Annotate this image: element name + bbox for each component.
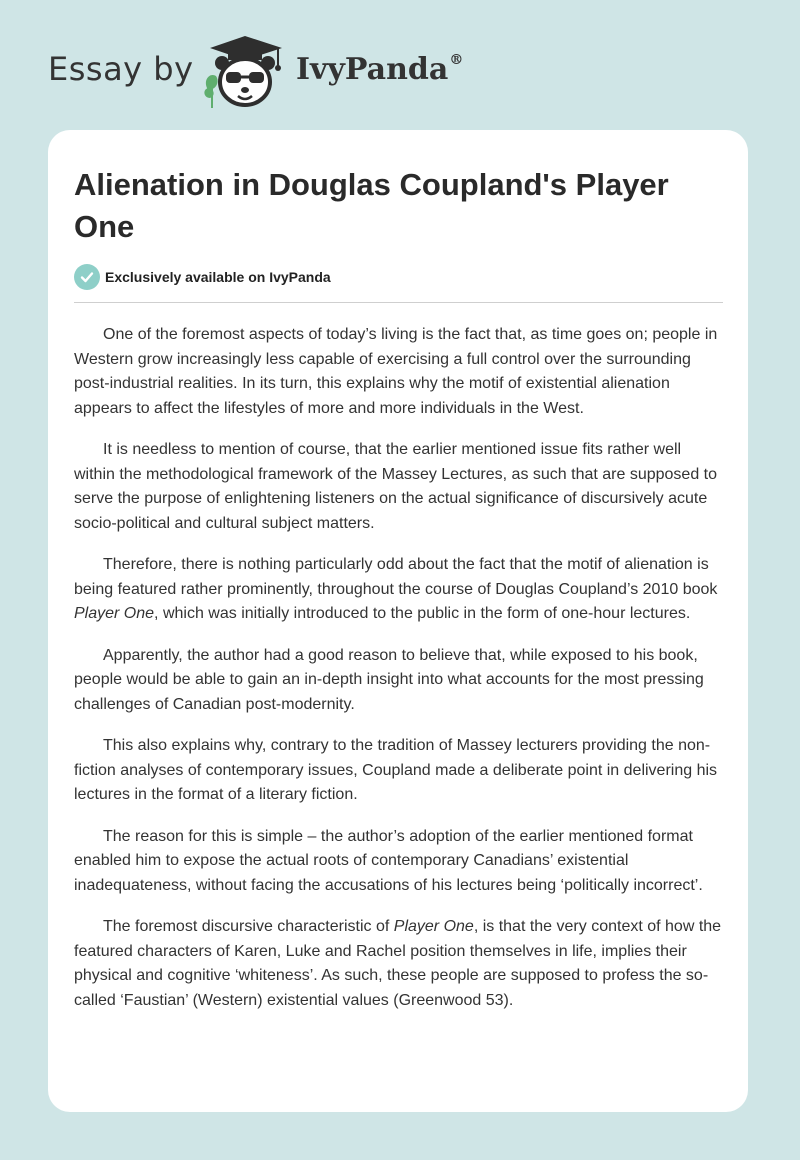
- paragraph-text: , which was initially introduced to the public in the form of one-hour lectures.: [154, 605, 691, 622]
- paragraph-text: , is that the very context of how the featured characters of Karen, Luke and Rachel position themselves in life, implies their physical and cognitive ‘whiteness’. As such, these people are supposed to profess the so-called ‘Faustian’ (Western) existential values (Greenwood 53).: [74, 918, 722, 1009]
- exclusive-badge-label: Exclusively available on IvyPanda: [105, 269, 331, 285]
- paragraph: This also explains why, contrary to the tradition of Massey lecturers providing the non-fiction analyses of contemporary issues, Coupland made a deliberate point in delivering his lectures in the format of a literary fiction.: [74, 737, 718, 803]
- paragraph: [74, 553, 726, 627]
- paragraph: Apparently, the author had a good reason to believe that, while exposed to his book, people would be able to gain an in-depth insight into what accounts for the most pressing challenges of Canadian post-modernity.: [74, 646, 704, 713]
- brand-name: [296, 52, 463, 87]
- panda-logo-icon: [200, 32, 290, 112]
- paragraph-text: The foremost discursive characteristic of: [103, 918, 394, 935]
- essay-by-label: Essay by: [48, 50, 194, 88]
- check-icon: [74, 264, 100, 290]
- essay-title: Alienation in Douglas Coupland's Player One: [74, 167, 669, 244]
- paragraph: It is needless to mention of course, that the earlier mentioned issue fits rather well within the methodological framework of the Massey Lectures, as such that are supposed to serve the purpose of enlightening listeners on the actual significance of discursively acute socio-political and cultural subject matters.: [74, 441, 718, 532]
- essay-body: [74, 323, 726, 1030]
- book-title: Player One: [393, 918, 474, 935]
- paragraph-text: Therefore, there is nothing particularly odd about the fact that the motif of alienation is being featured rather prominently, throughout the course of Douglas Coupland’s 2010 book: [74, 556, 718, 598]
- essay-card: [48, 130, 748, 1112]
- registered-mark: ®: [449, 52, 464, 68]
- divider: [74, 302, 723, 303]
- book-title: Player One: [74, 605, 155, 622]
- paragraph: [74, 915, 726, 1013]
- brand-name-text: IvyPanda: [296, 52, 449, 87]
- paragraph: The reason for this is simple – the author’s adoption of the earlier mentioned format enabled him to expose the actual roots of contemporary Canadians’ existential inadequateness, without facing the accusations of his lectures being ‘politically incorrect’.: [74, 827, 703, 894]
- paragraph: One of the foremost aspects of today’s living is the fact that, as time goes on; people in Western grow increasingly less capable of exercising a full control over the surrounding post-industrial realities. In its turn, this explains why the motif of existential alienation appears to affect the lifestyles of more and more individuals in the West.: [74, 326, 718, 417]
- site-header: [0, 0, 800, 120]
- exclusive-badge: [74, 263, 331, 291]
